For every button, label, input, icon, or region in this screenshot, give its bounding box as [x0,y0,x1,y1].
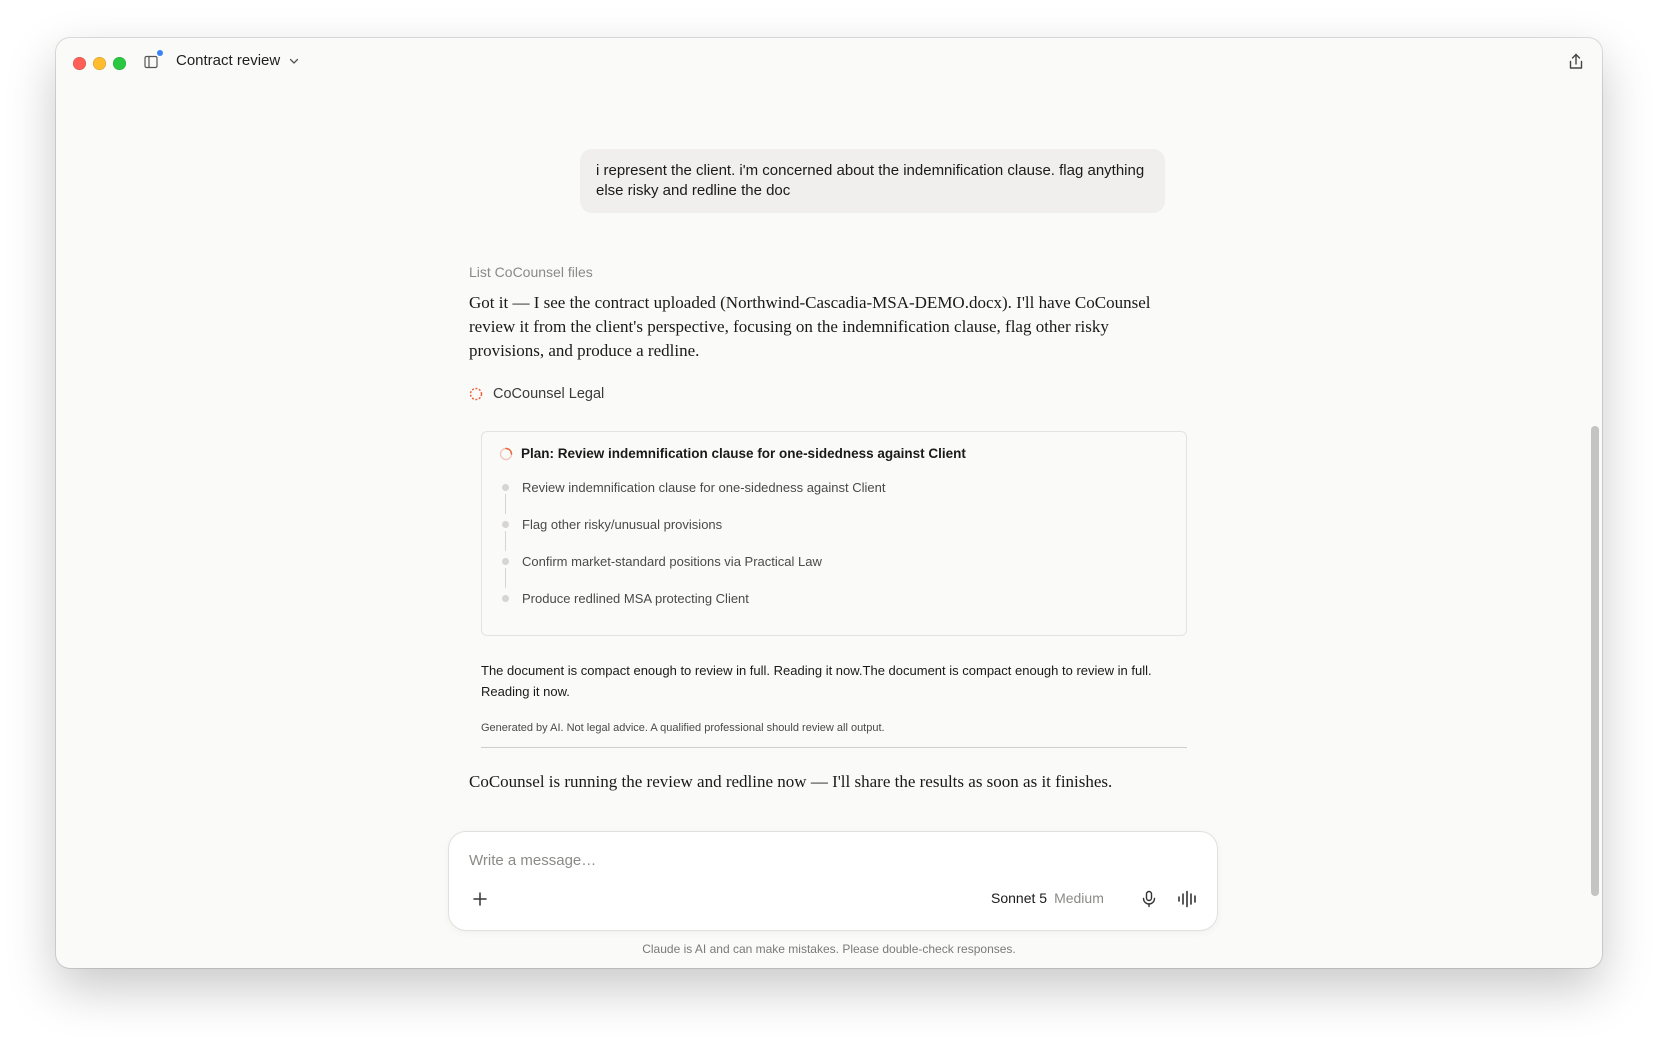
plan-title: Plan: Review indemnification clause for one-sidedness against Client [521,446,966,461]
assistant-message: Got it — I see the contract uploaded (Northwind-Cascadia-MSA-DEMO.docx). I'll have CoCounsel review it from the client's perspective, focusing on the indemnification clause, flag other risky provisions, and produce a redline. [469,293,1151,360]
model-name: Sonnet 5 [991,890,1048,906]
plan-step [502,554,885,591]
assistant-message: CoCounsel is running the review and redline now — I'll share the results as soon as it finishes. [469,772,1113,791]
message-composer [448,831,1218,931]
plan-header [499,446,966,461]
spinner-icon [499,447,513,461]
plan-card [481,431,1187,636]
chevron-down-icon [288,55,300,67]
step-dot [502,521,509,528]
minimize-window-button[interactable] [93,57,106,70]
conversation-title: Contract review [176,52,281,69]
sidebar-toggle-icon[interactable] [144,55,158,69]
app-window [56,38,1602,968]
plan-step [502,591,885,628]
model-selector[interactable] [991,890,1104,906]
step-dot [502,558,509,565]
plan-step-label: Review indemnification clause for one-sidedness against Client [522,480,886,495]
plan-step-label: Flag other risky/unusual provisions [522,517,723,532]
close-window-button[interactable] [73,57,86,70]
plus-icon[interactable] [471,890,489,908]
share-icon[interactable] [1566,52,1586,72]
conversation-title-menu[interactable] [176,52,300,69]
step-connector [505,531,506,551]
titlebar [56,38,1602,86]
tool-name: CoCounsel Legal [493,386,605,402]
plan-step-label: Confirm market-standard positions via Practical Law [522,554,822,569]
plan-step-label: Produce redlined MSA protecting Client [522,591,749,606]
microphone-icon[interactable] [1139,889,1159,909]
tool-status-text: The document is compact enough to review in full. Reading it now.The document is compact enough to review in full. Reading it now. [481,663,1152,699]
plan-steps [502,480,885,628]
spinner-icon [469,387,483,401]
tool-call-label[interactable]: List CoCounsel files [469,264,593,280]
plan-step [502,517,885,554]
model-effort: Medium [1054,890,1104,906]
step-dot [502,595,509,602]
notification-dot [157,50,163,56]
footer-disclaimer: Claude is AI and can make mistakes. Please double-check responses. [642,942,1016,956]
maximize-window-button[interactable] [113,57,126,70]
message-input[interactable] [469,852,1169,869]
user-message: i represent the client. i'm concerned about the indemnification clause. flag anything else risky and redline the doc [580,149,1165,213]
voice-waveform-icon[interactable] [1177,889,1199,909]
step-dot [502,484,509,491]
conversation-area [56,86,1602,968]
tool-call-cocounsel[interactable] [469,386,604,402]
step-connector [505,568,506,588]
step-connector [505,494,506,514]
plan-step [502,480,885,517]
divider [481,747,1187,748]
ai-disclaimer: Generated by AI. Not legal advice. A qualified professional should review all output. [481,722,885,734]
